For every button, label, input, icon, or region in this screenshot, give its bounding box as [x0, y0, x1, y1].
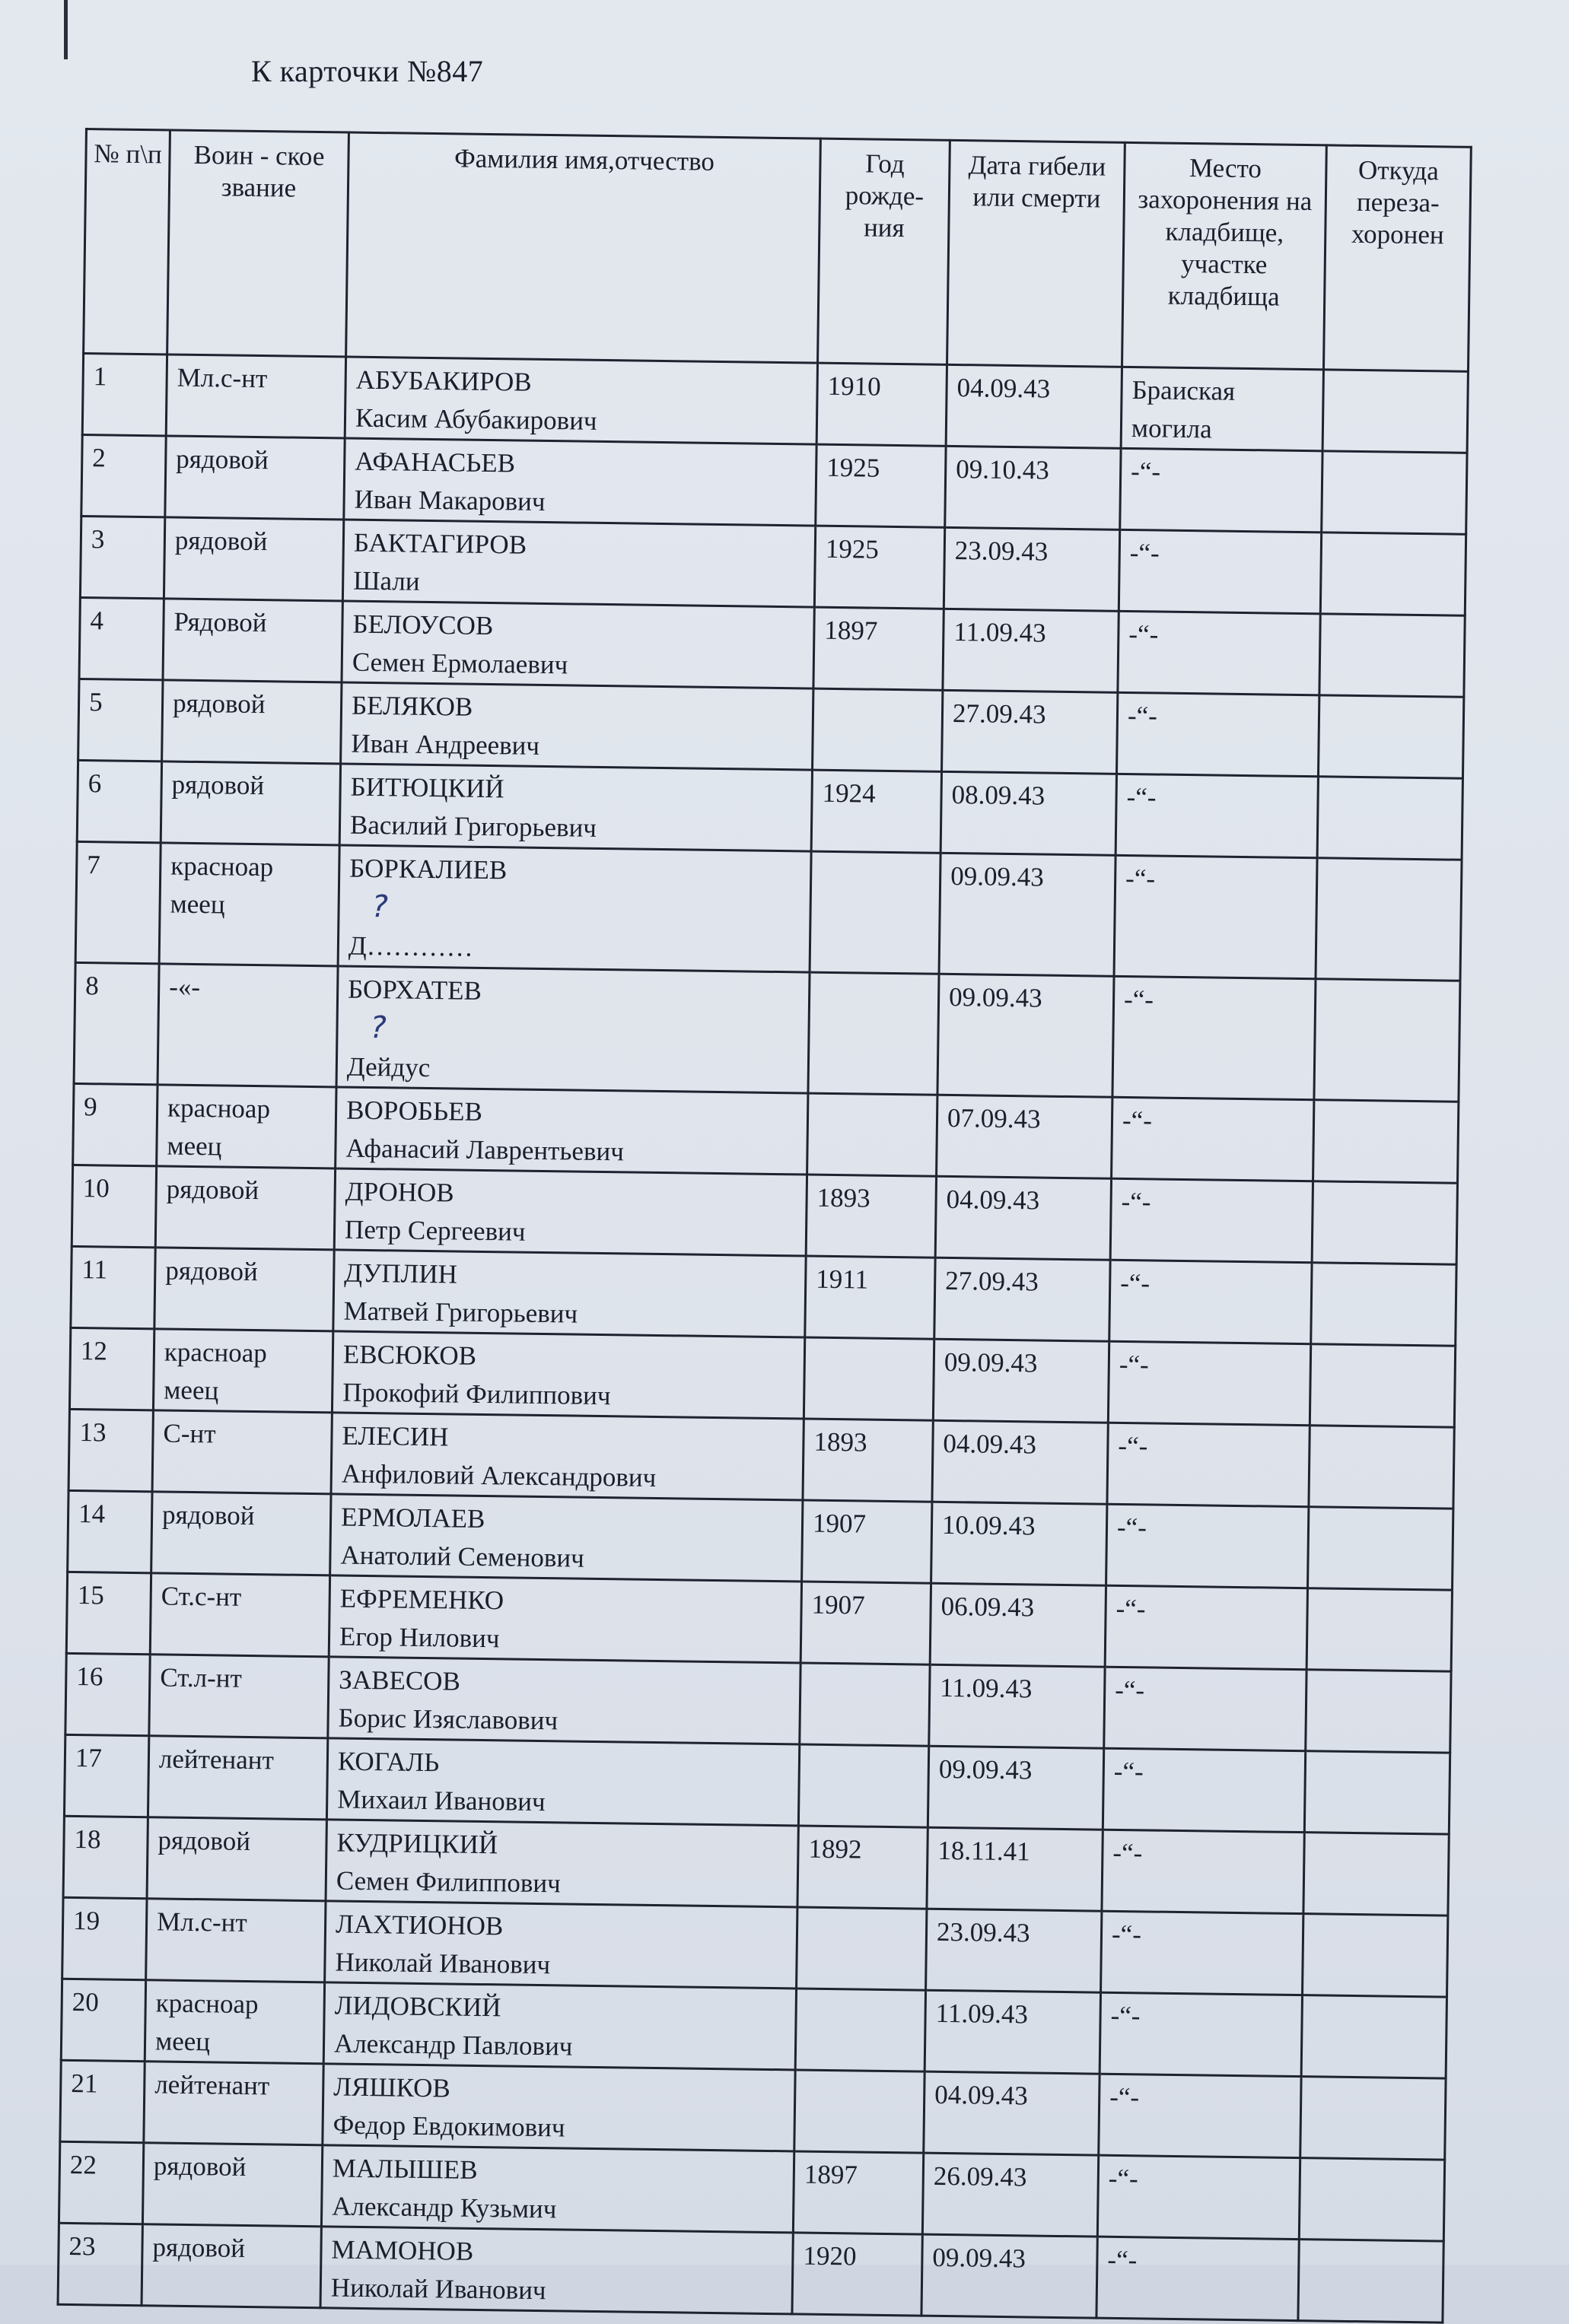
row-number-cell: 15	[66, 1572, 151, 1654]
table-header-row	[84, 129, 1472, 372]
death-date-cell: 23.09.43	[944, 527, 1119, 611]
surname: БОРКАЛИЕВ	[349, 853, 508, 885]
surname: БОРХАТЕВ	[347, 974, 482, 1006]
birth-year-cell: 1907	[802, 1500, 932, 1583]
row-number-cell: 9	[73, 1083, 158, 1165]
reburied-from-cell	[1320, 533, 1466, 615]
birth-year-cell: 1920	[792, 2233, 922, 2316]
col-header-burial-place: Место захоронения на кладбище, участке кладбища	[1122, 142, 1327, 369]
row-number-cell: 16	[65, 1653, 150, 1735]
name-cell	[323, 2064, 795, 2151]
surname: ЕФРЕМЕНКО	[339, 1583, 504, 1616]
burial-place-cell: -“-	[1102, 1830, 1304, 1913]
death-date-cell: 06.09.43	[930, 1583, 1106, 1667]
name-cell	[344, 438, 816, 526]
surname: АФАНАСЬЕВ	[355, 446, 516, 478]
birth-year-cell: 1893	[806, 1175, 936, 1257]
birth-year-cell	[800, 1663, 930, 1746]
name-cell	[323, 1982, 796, 2070]
row-number-cell: 7	[75, 841, 161, 963]
rank-cell: рядовой	[154, 1248, 334, 1331]
given-names: Федор Евдокимович	[333, 2109, 565, 2143]
reburied-from-cell	[1299, 2158, 1444, 2241]
given-names: Анфиловий Александрович	[341, 1458, 657, 1493]
burial-place-cell: -“-	[1107, 1423, 1310, 1506]
surname: ЗАВЕСОВ	[339, 1664, 461, 1696]
col-header-num: № п\п	[84, 129, 170, 354]
reburied-from-cell	[1309, 1426, 1454, 1509]
birth-year-cell	[797, 1907, 927, 1990]
given-names: Иван Макарович	[354, 484, 546, 517]
name-cell	[331, 1413, 804, 1500]
reburied-from-cell	[1317, 777, 1462, 860]
name-cell	[321, 2145, 794, 2233]
table-row	[74, 962, 1460, 1102]
name-cell	[328, 1657, 800, 1744]
col-header-rank: Воин - ское звание	[167, 130, 349, 357]
rank-cell: рядовой	[151, 1492, 331, 1575]
rank-cell: Ст.с-нт	[150, 1573, 329, 1657]
row-number-cell: 10	[72, 1165, 156, 1247]
name-cell	[339, 764, 812, 851]
death-date-cell: 23.09.43	[926, 1909, 1102, 1992]
rank-cell: рядовой	[164, 517, 343, 601]
given-names: Семен Ермолаевич	[352, 647, 568, 680]
surname: БЕЛОУСОВ	[352, 609, 494, 641]
name-cell	[345, 357, 817, 444]
birth-year-cell: 1911	[805, 1256, 935, 1339]
given-names: Василий Григорьевич	[349, 809, 597, 843]
death-date-cell: 11.09.43	[929, 1664, 1105, 1748]
name-cell	[325, 1901, 797, 1989]
death-date-cell: 07.09.43	[937, 1095, 1112, 1178]
reburied-from-cell	[1313, 1100, 1459, 1183]
death-date-cell: 04.09.43	[924, 2071, 1100, 2155]
reburied-from-cell	[1310, 1344, 1455, 1427]
death-date-cell: 10.09.43	[931, 1502, 1107, 1585]
surname: ЛИДОВСКИЙ	[334, 1990, 501, 2023]
rank-cell: рядовой	[165, 436, 345, 520]
birth-year-cell	[807, 1093, 937, 1176]
burial-place-cell: -“-	[1104, 1667, 1306, 1750]
reburied-from-cell	[1304, 1751, 1450, 1834]
name-cell	[326, 1820, 798, 1907]
surname: ВОРОБЬЕВ	[345, 1095, 483, 1127]
reburied-from-cell	[1311, 1263, 1456, 1346]
surname: ДРОНОВ	[345, 1176, 454, 1208]
death-date-cell: 09.09.43	[928, 1746, 1103, 1830]
rank-cell: Мл.с-нт	[166, 354, 345, 438]
row-number-cell: 11	[71, 1246, 155, 1328]
birth-year-cell: 1897	[793, 2151, 923, 2234]
surname: ЛАХТИОНОВ	[335, 1909, 504, 1941]
burial-place-cell: -“-	[1120, 448, 1322, 532]
birth-year-cell: 1925	[814, 526, 944, 609]
birth-year-cell: 1892	[797, 1826, 928, 1909]
row-number-cell: 13	[68, 1409, 153, 1491]
burial-place-cell: -“-	[1100, 1992, 1302, 2076]
name-cell	[330, 1494, 803, 1582]
burial-place-cell: -“-	[1106, 1504, 1309, 1588]
row-number-cell: 19	[62, 1897, 147, 1979]
given-names: Николай Иванович	[330, 2272, 546, 2306]
row-number-cell: 12	[69, 1327, 154, 1410]
name-cell	[326, 1738, 799, 1826]
reburied-from-cell	[1300, 2077, 1446, 2160]
rank-cell: рядовой	[162, 680, 342, 764]
birth-year-cell	[813, 688, 943, 771]
name-cell	[342, 601, 814, 688]
table-row	[75, 841, 1462, 981]
given-names: Александр Кузьмич	[332, 2191, 557, 2224]
reburied-from-cell	[1314, 979, 1460, 1102]
death-date-cell: 09.09.43	[937, 974, 1114, 1097]
death-date-cell: 04.09.43	[946, 364, 1122, 448]
given-names: Петр Сергеевич	[344, 1214, 526, 1247]
rank-cell: рядовой	[147, 1817, 326, 1901]
rank-cell: Рядовой	[163, 599, 342, 682]
given-names: Михаил Иванович	[337, 1784, 546, 1817]
death-date-cell: 18.11.41	[927, 1827, 1103, 1911]
row-number-cell: 6	[77, 760, 161, 842]
birth-year-cell	[794, 2070, 925, 2153]
burial-place-cell: Браиская могила	[1121, 367, 1323, 450]
burial-place-cell: -“-	[1096, 2237, 1299, 2320]
row-number-cell: 18	[63, 1816, 148, 1898]
surname: МАЛЫШЕВ	[332, 2153, 478, 2185]
given-names: Матвей Григорьевич	[343, 1296, 578, 1329]
rank-cell: рядовой	[142, 2143, 322, 2227]
birth-year-cell: 1893	[803, 1419, 933, 1502]
rank-cell: рядовой	[155, 1166, 335, 1250]
surname: БИТЮЦКИЙ	[350, 771, 504, 804]
col-header-reburied-from: Откуда переза- хоронен	[1323, 145, 1471, 371]
row-number-cell: 17	[64, 1734, 148, 1817]
birth-year-cell	[804, 1337, 934, 1420]
burial-place-cell: -“-	[1108, 1341, 1310, 1425]
rank-cell: Мл.с-нт	[146, 1899, 326, 1982]
surname: КОГАЛЬ	[337, 1746, 440, 1778]
name-cell	[336, 966, 810, 1093]
name-cell	[338, 845, 811, 972]
rank-cell: красноар меец	[157, 1085, 336, 1168]
card-heading: К карточки №847	[251, 54, 484, 88]
table-row	[58, 2223, 1443, 2322]
handwritten-note: ?	[370, 1010, 387, 1046]
col-header-birth-year: Год рожде- ния	[818, 138, 950, 364]
rank-cell: красноар меец	[159, 843, 339, 966]
given-names: Борис Изяславович	[338, 1702, 559, 1736]
birth-year-cell: 1897	[813, 607, 944, 690]
death-date-cell: 09.09.43	[921, 2234, 1097, 2318]
surname: КУДРИЦКИЙ	[336, 1827, 498, 1860]
death-date-cell: 09.09.43	[933, 1339, 1109, 1423]
row-number-cell: 5	[78, 679, 163, 761]
given-names: Афанасий Лаврентьевич	[345, 1133, 625, 1167]
row-number-cell: 1	[82, 353, 167, 435]
burial-place-cell: -“-	[1112, 1097, 1314, 1181]
death-date-cell: 11.09.43	[943, 609, 1119, 692]
table-body	[58, 353, 1468, 2322]
reburied-from-cell	[1312, 1181, 1457, 1264]
birth-year-cell	[795, 1989, 925, 2071]
birth-year-cell: 1907	[800, 1582, 931, 1664]
rank-cell: Ст.л-нт	[149, 1655, 329, 1738]
given-names: Иван Андреевич	[351, 728, 540, 761]
death-date-cell: 08.09.43	[940, 771, 1116, 855]
death-date-cell: 04.09.43	[935, 1176, 1111, 1260]
rank-cell: рядовой	[142, 2224, 321, 2308]
burial-place-cell: -“-	[1119, 529, 1321, 613]
burial-place-cell: -“-	[1110, 1178, 1313, 1262]
row-number-cell: 14	[68, 1490, 152, 1572]
surname: АБУБАКИРОВ	[355, 364, 532, 397]
row-number-cell: 3	[80, 516, 164, 598]
given-names: Дейдус	[346, 1051, 431, 1083]
rank-cell: красноар меец	[153, 1329, 333, 1413]
burial-place-cell: -“-	[1101, 1911, 1303, 1995]
col-header-name: Фамилия имя,отчество	[346, 132, 821, 363]
burial-place-cell: -“-	[1105, 1585, 1307, 1669]
burial-place-cell: -“-	[1114, 855, 1317, 978]
burial-place-cell: -“-	[1097, 2155, 1300, 2239]
surname: БЕЛЯКОВ	[351, 690, 473, 722]
name-cell	[333, 1250, 806, 1337]
name-cell	[332, 1331, 804, 1419]
birth-year-cell	[798, 1744, 928, 1827]
row-number-cell: 2	[81, 434, 166, 517]
row-number-cell: 4	[79, 597, 164, 679]
col-header-death-date: Дата гибели или смерти	[947, 140, 1125, 367]
burial-place-cell: -“-	[1112, 976, 1316, 1099]
death-date-cell: 09.10.43	[945, 446, 1121, 529]
given-names: Шали	[352, 565, 420, 596]
rank-cell: лейтенант	[148, 1736, 327, 1820]
burial-place-cell: -“-	[1116, 692, 1319, 776]
death-date-cell: 04.09.43	[932, 1420, 1108, 1504]
rank-cell: лейтенант	[144, 2062, 323, 2145]
rank-cell: красноар меец	[145, 1980, 324, 2064]
reburied-from-cell	[1322, 370, 1468, 453]
burial-place-cell: -“-	[1099, 2074, 1301, 2157]
row-number-cell: 23	[58, 2223, 142, 2305]
burial-place-cell: -“-	[1103, 1748, 1305, 1832]
name-cell	[336, 1087, 808, 1175]
surname: ДУПЛИН	[344, 1257, 458, 1289]
reburied-from-cell	[1298, 2240, 1443, 2322]
birth-year-cell	[810, 851, 940, 974]
rank-cell: С-нт	[152, 1410, 332, 1494]
surname: ЕРМОЛАЕВ	[340, 1502, 485, 1534]
given-names: Семен Филиппович	[336, 1865, 561, 1899]
birth-year-cell: 1924	[811, 770, 941, 853]
handwritten-note: ?	[371, 889, 389, 925]
given-names: Егор Нилович	[339, 1621, 500, 1654]
name-cell	[342, 520, 815, 607]
reburied-from-cell	[1303, 1833, 1449, 1915]
reburied-from-cell	[1303, 1914, 1448, 1997]
death-date-cell: 27.09.43	[942, 690, 1118, 774]
given-names: Д…………	[348, 930, 474, 962]
birth-year-cell: 1910	[816, 363, 947, 446]
given-names: Анатолий Семенович	[340, 1540, 584, 1573]
death-date-cell: 11.09.43	[925, 1990, 1100, 2074]
given-names: Касим Абубакирович	[355, 402, 597, 436]
row-number-cell: 21	[60, 2060, 145, 2142]
birth-year-cell: 1925	[816, 444, 946, 527]
burial-records-table	[57, 128, 1472, 2324]
name-cell	[341, 682, 813, 770]
given-names: Александр Павлович	[333, 2028, 573, 2062]
given-names: Прокофий Филиппович	[342, 1377, 611, 1411]
row-number-cell: 22	[59, 2141, 143, 2224]
surname: ЕЛЕСИН	[342, 1420, 449, 1452]
reburied-from-cell	[1306, 1588, 1452, 1671]
name-cell	[320, 2227, 793, 2314]
reburied-from-cell	[1316, 858, 1462, 981]
surname: ЕВСЮКОВ	[342, 1339, 477, 1371]
row-number-cell: 20	[61, 1979, 145, 2061]
reburied-from-cell	[1306, 1670, 1451, 1753]
reburied-from-cell	[1319, 614, 1465, 697]
reburied-from-cell	[1322, 451, 1467, 534]
row-number-cell: 8	[74, 962, 159, 1084]
burial-place-cell: -“-	[1109, 1260, 1312, 1343]
surname: БАКТАГИРОВ	[353, 527, 527, 560]
surname: МАМОНОВ	[331, 2234, 474, 2266]
birth-year-cell	[808, 972, 939, 1095]
death-date-cell: 26.09.43	[922, 2153, 1098, 2237]
reburied-from-cell	[1318, 695, 1463, 778]
rank-cell: -«-	[158, 964, 338, 1087]
page-edge-mark	[64, 0, 68, 59]
surname: ЛЯШКОВ	[333, 2071, 451, 2103]
given-names: Николай Иванович	[335, 1947, 551, 1980]
burial-place-cell: -“-	[1118, 611, 1320, 695]
death-date-cell: 27.09.43	[934, 1257, 1110, 1341]
name-cell	[334, 1168, 807, 1256]
death-date-cell: 09.09.43	[939, 853, 1115, 976]
reburied-from-cell	[1301, 1995, 1446, 2078]
burial-place-cell: -“-	[1115, 774, 1318, 857]
rank-cell: рядовой	[161, 761, 340, 845]
reburied-from-cell	[1308, 1507, 1453, 1590]
name-cell	[329, 1575, 801, 1663]
